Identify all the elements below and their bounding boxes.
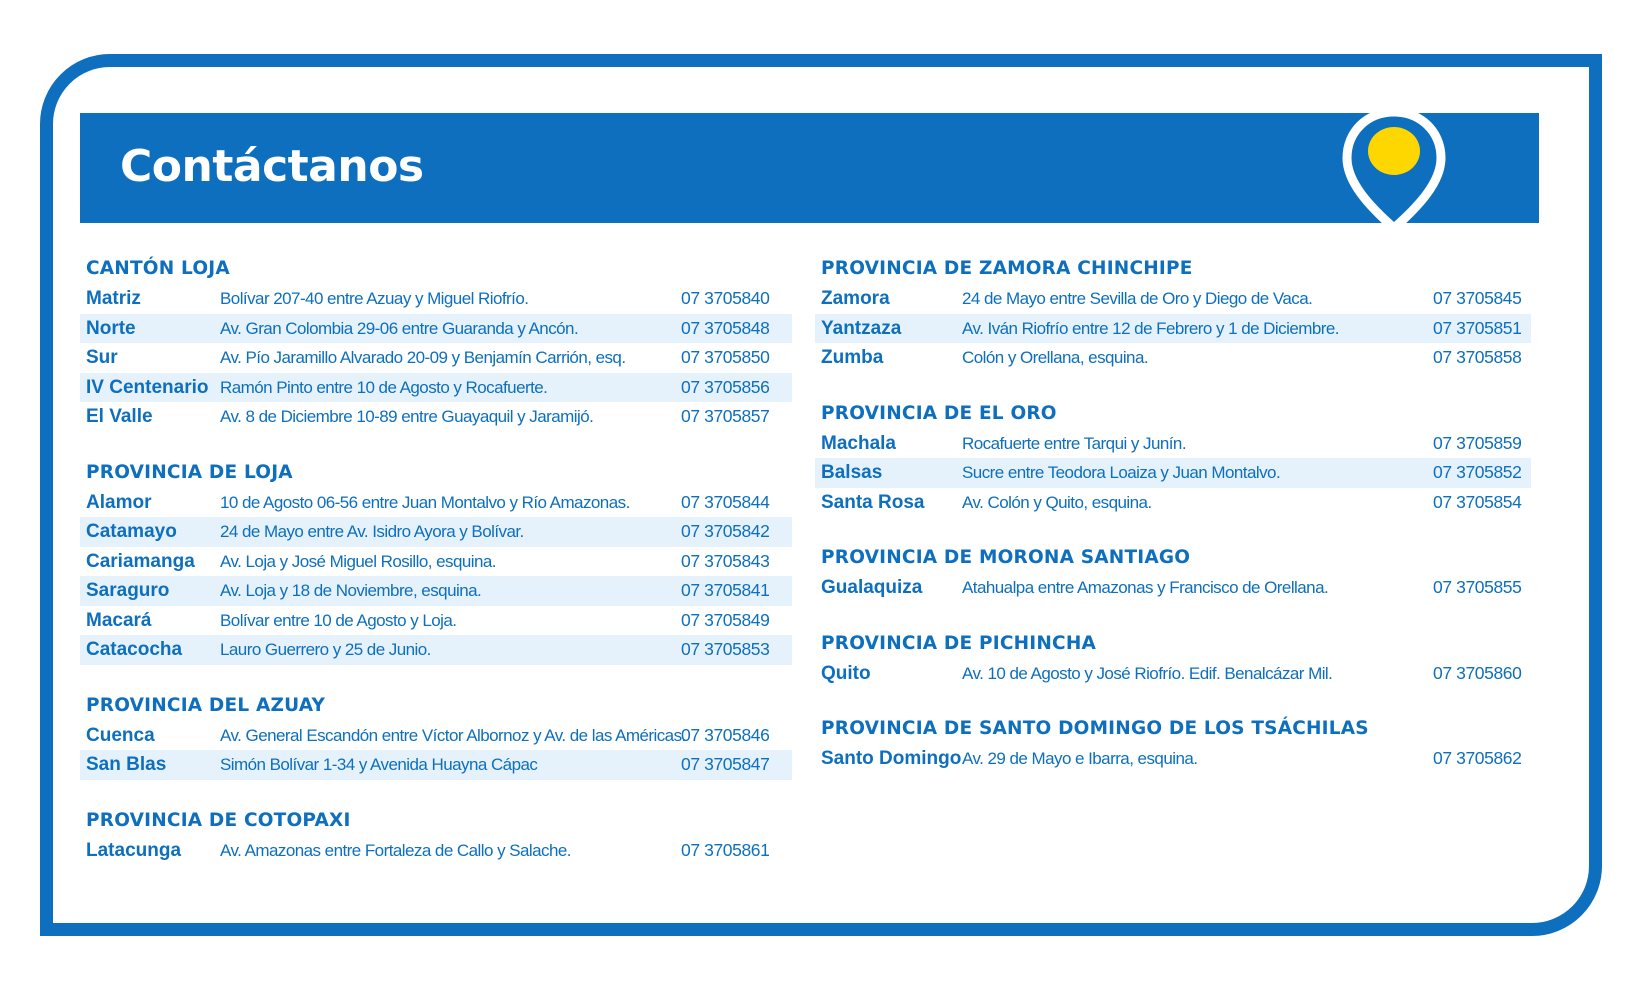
office-address: Av. General Escandón entre Víctor Albornoz y Av. de las Américas. [220, 725, 686, 745]
office-row-el-valle [80, 402, 792, 432]
office-row-iv-centenario [80, 373, 792, 403]
office-address: Av. Loja y José Miguel Rosillo, esquina. [220, 551, 496, 571]
right-column [815, 254, 1531, 800]
section-provincia-de-pichincha [815, 629, 1531, 689]
office-address: Lauro Guerrero y 25 de Junio. [220, 640, 431, 659]
office-phone: 07 3705858 [1433, 347, 1522, 367]
office-address: Rocafuerte entre Tarqui y Junín. [962, 433, 1187, 453]
office-phone: 07 3705846 [681, 724, 770, 745]
office-row-zamora [815, 284, 1531, 314]
office-phone: 07 3705845 [1433, 288, 1522, 308]
office-name: Norte [86, 317, 136, 339]
left-column [80, 254, 792, 891]
section-provincia-de-loja [80, 458, 792, 665]
section-heading: PROVINCIA DEL AZUAY [86, 694, 326, 716]
office-row-cuenca [80, 721, 792, 751]
office-name: Machala [821, 432, 896, 454]
office-phone: 07 3705862 [1433, 748, 1522, 768]
section-heading: PROVINCIA DE ZAMORA CHINCHIPE [821, 258, 1193, 279]
office-row-norte [80, 314, 792, 344]
office-name: Quito [821, 662, 871, 684]
office-row-sur [80, 343, 792, 373]
office-phone: 07 3705860 [1433, 662, 1522, 683]
office-phone: 07 3705849 [681, 609, 770, 630]
office-name: Catacocha [86, 639, 183, 660]
office-address: Av. Gran Colombia 29-06 entre Guaranda y Ancón. [220, 318, 579, 338]
office-row-santo-domingo [815, 744, 1531, 774]
office-address: Av. 8 de Diciembre 10-89 entre Guayaquil y Jaramijó. [220, 407, 594, 426]
map-pin-icon [1339, 104, 1449, 236]
section-provincia-de-zamora-chinchipe [815, 254, 1531, 373]
office-name: Balsas [821, 462, 883, 483]
office-row-machala [815, 429, 1531, 459]
office-name: Yantzaza [821, 317, 902, 339]
office-name: Cariamanga [86, 550, 195, 572]
office-address: Bolívar entre 10 de Agosto y Loja. [220, 610, 457, 630]
office-name: San Blas [86, 754, 167, 775]
office-name: IV Centenario [86, 376, 209, 398]
office-row-gualaquiza [815, 573, 1531, 603]
office-address: Av. 10 de Agosto y José Riofrío. Edif. Benalcázar Mil. [962, 663, 1333, 683]
office-phone: 07 3705847 [681, 754, 770, 774]
office-name: Saraguro [86, 580, 170, 601]
section-provincia-del-azuay [80, 691, 792, 780]
office-row-balsas [815, 458, 1531, 488]
office-row-cariamanga [80, 547, 792, 577]
office-address: Ramón Pinto entre 10 de Agosto y Rocafuerte. [220, 377, 548, 397]
section-heading: PROVINCIA DE MORONA SANTIAGO [821, 547, 1191, 568]
section-provincia-de-santo-domingo-de-los-tsachilas [815, 714, 1531, 774]
office-phone: 07 3705855 [1433, 577, 1522, 597]
office-address: Simón Bolívar 1-34 y Avenida Huayna Cápac [220, 755, 538, 774]
office-phone: 07 3705850 [681, 347, 770, 367]
office-phone: 07 3705853 [681, 639, 770, 659]
office-phone: 07 3705841 [681, 580, 770, 600]
office-row-alamor [80, 488, 792, 518]
office-name: Santa Rosa [821, 491, 925, 513]
office-address: Atahualpa entre Amazonas y Francisco de Orellana. [962, 578, 1329, 597]
office-address: Av. Pío Jaramillo Alvarado 20-09 y Benjamín Carrión, esq. [220, 348, 626, 367]
office-phone: 07 3705843 [681, 550, 770, 571]
office-address: Sucre entre Teodora Loaiza y Juan Montalvo. [962, 463, 1281, 482]
office-phone: 07 3705842 [681, 521, 770, 541]
office-row-latacunga [80, 836, 792, 866]
office-name: Catamayo [86, 521, 177, 542]
section-heading: PROVINCIA DE PICHINCHA [821, 632, 1097, 654]
section-provincia-de-morona-santiago [815, 543, 1531, 603]
section-heading: PROVINCIA DE COTOPAXI [86, 809, 351, 831]
office-address: 24 de Mayo entre Av. Isidro Ayora y Bolívar. [220, 522, 524, 541]
section-canton-loja [80, 254, 792, 432]
office-phone: 07 3705854 [1433, 491, 1522, 512]
office-name: El Valle [86, 406, 153, 427]
office-phone: 07 3705844 [681, 491, 770, 512]
office-address: Av. Colón y Quito, esquina. [962, 492, 1152, 512]
office-name: Zamora [821, 288, 890, 309]
office-address: 24 de Mayo entre Sevilla de Oro y Diego de Vaca. [962, 289, 1313, 308]
office-name: Latacunga [86, 839, 182, 861]
office-row-yantzaza [815, 314, 1531, 344]
office-phone: 07 3705859 [1433, 432, 1522, 453]
section-heading: PROVINCIA DE EL ORO [821, 402, 1057, 424]
page-title: Contáctanos [120, 141, 424, 192]
office-name: Zumba [821, 347, 884, 368]
office-name: Santo Domingo [821, 748, 962, 769]
office-row-quito [815, 659, 1531, 689]
office-row-catacocha [80, 635, 792, 665]
office-phone: 07 3705851 [1433, 317, 1522, 338]
office-address: Av. 29 de Mayo e Ibarra, esquina. [962, 749, 1198, 768]
section-heading: CANTÓN LOJA [86, 258, 230, 279]
office-phone: 07 3705861 [681, 839, 770, 860]
section-provincia-de-cotopaxi [80, 806, 792, 866]
office-row-matriz [80, 284, 792, 314]
office-phone: 07 3705848 [681, 317, 770, 338]
office-name: Matriz [86, 288, 141, 309]
office-name: Sur [86, 347, 118, 368]
office-name: Alamor [86, 491, 152, 513]
office-row-macara [80, 606, 792, 636]
office-name: Cuenca [86, 724, 155, 746]
office-row-saraguro [80, 576, 792, 606]
office-address: Av. Iván Riofrío entre 12 de Febrero y 1 de Diciembre. [962, 318, 1339, 338]
header-banner [80, 113, 1539, 223]
office-address: 10 de Agosto 06-56 entre Juan Montalvo y Río Amazonas. [220, 492, 630, 512]
office-address: Av. Amazonas entre Fortaleza de Callo y Salache. [220, 840, 571, 860]
office-address: Colón y Orellana, esquina. [962, 348, 1149, 367]
section-heading: PROVINCIA DE LOJA [86, 461, 293, 483]
office-row-catamayo [80, 517, 792, 547]
office-phone: 07 3705856 [681, 376, 770, 397]
office-address: Bolívar 207-40 entre Azuay y Miguel Riofrío. [220, 289, 529, 308]
office-row-zumba [815, 343, 1531, 373]
office-name: Gualaquiza [821, 577, 923, 598]
office-phone: 07 3705852 [1433, 462, 1522, 482]
office-phone: 07 3705857 [681, 406, 770, 426]
office-row-san-blas [80, 750, 792, 780]
office-row-santa-rosa [815, 488, 1531, 518]
office-address: Av. Loja y 18 de Noviembre, esquina. [220, 581, 482, 600]
section-heading: PROVINCIA DE SANTO DOMINGO DE LOS TSÁCHILAS [821, 718, 1369, 739]
office-name: Macará [86, 609, 152, 631]
section-provincia-de-el-oro [815, 399, 1531, 518]
office-phone: 07 3705840 [681, 288, 770, 308]
